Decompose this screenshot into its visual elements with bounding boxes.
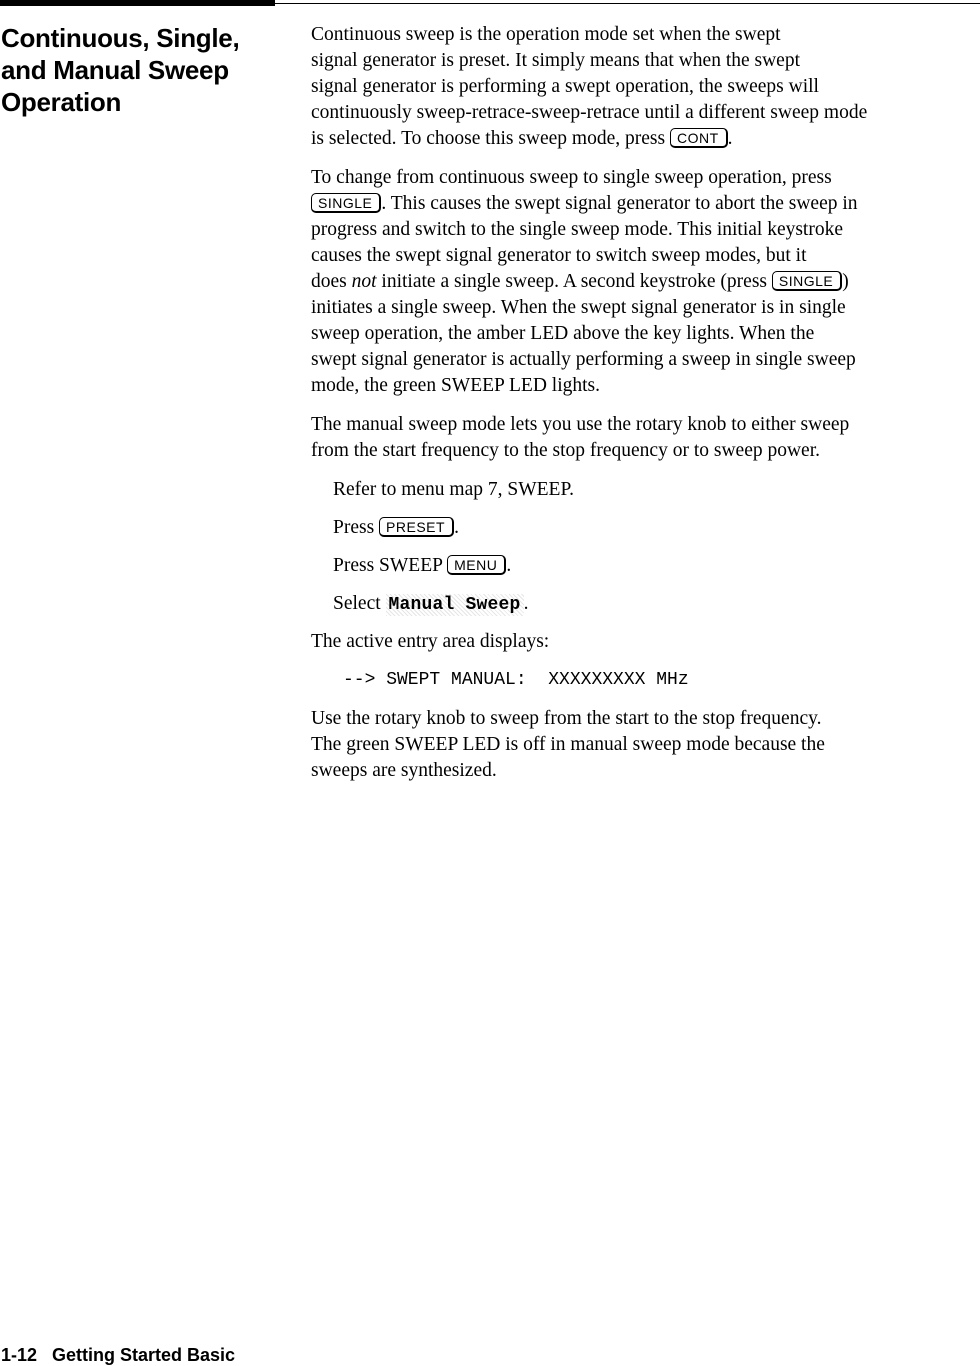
single-key: SINGLE xyxy=(311,193,381,213)
text-line: The active entry area displays: xyxy=(311,631,550,652)
text-line xyxy=(311,126,979,152)
text-line: sweep operation, the amber LED above the key lights. When the xyxy=(311,323,815,344)
text-line: mode, the green SWEEP LED lights. xyxy=(311,375,601,396)
text-fragment: Press SWEEP xyxy=(333,555,448,576)
section-title xyxy=(1,22,271,118)
text-fragment: ) xyxy=(842,271,849,292)
step-press-preset xyxy=(333,515,979,541)
entry-intro xyxy=(311,629,979,655)
step-refer-menu-map: Refer to menu map 7, SWEEP. xyxy=(333,479,574,500)
section-title-line: Operation xyxy=(1,87,122,117)
top-rule-thin xyxy=(275,3,980,4)
paragraph-continuous-sweep xyxy=(311,22,979,152)
text-line: sweeps are synthesized. xyxy=(311,760,497,781)
text-line: swept signal generator is actually performing a sweep in single sweep xyxy=(311,349,856,370)
text-fragment: . xyxy=(727,128,733,149)
single-key: SINGLE xyxy=(772,271,842,291)
text-line xyxy=(311,269,979,295)
body-text xyxy=(311,22,979,797)
manual-sweep-softkey: Manual Sweep xyxy=(386,594,524,616)
text-line: causes the swept signal generator to switch sweep modes, but it xyxy=(311,245,807,266)
preset-key: PRESET xyxy=(379,517,454,537)
text-fragment: . xyxy=(506,555,512,576)
text-line: from the start frequency to the stop frequency or to sweep power. xyxy=(311,440,820,461)
section-title-line: Continuous, Single, xyxy=(1,23,240,53)
text-line: To change from continuous sweep to single sweep operation, press xyxy=(311,167,832,188)
text-fragment: . xyxy=(454,517,459,538)
paragraph-single-sweep xyxy=(311,165,979,399)
text-line: initiates a single sweep. When the swept signal generator is in single xyxy=(311,297,846,318)
text-fragment: . xyxy=(523,593,529,614)
top-rule-thick xyxy=(0,0,275,6)
text-fragment: . This causes the swept signal generator to abort the sweep in xyxy=(381,193,858,214)
text-fragment: is selected. To choose this sweep mode, press xyxy=(311,128,670,149)
text-line: signal generator is performing a swept operation, the sweeps will xyxy=(311,76,819,97)
active-entry-display: --> SWEPT MANUAL: XXXXXXXXX MHz xyxy=(343,670,689,690)
text-fragment: does xyxy=(311,271,352,292)
step-select-manual-sweep xyxy=(333,591,979,617)
text-line xyxy=(311,191,979,217)
paragraph-rotary-knob xyxy=(311,706,979,784)
paragraph-manual-sweep xyxy=(311,412,979,464)
text-line: The manual sweep mode lets you use the rotary knob to either sweep xyxy=(311,414,850,435)
menu-key: MENU xyxy=(447,555,506,575)
emphasis-not: not xyxy=(351,271,377,292)
step-press-sweep-menu xyxy=(333,553,979,579)
text-fragment: initiate a single sweep. A second keystroke (press xyxy=(376,271,772,292)
text-fragment: Press xyxy=(333,517,380,538)
text-line: Use the rotary knob to sweep from the start to the stop frequency. xyxy=(311,708,822,729)
text-line: progress and switch to the single sweep mode. This initial keystroke xyxy=(311,219,844,240)
text-line: signal generator is preset. It simply means that when the swept xyxy=(311,50,801,71)
cont-key: CONT xyxy=(670,128,728,148)
text-fragment: Select xyxy=(333,593,386,614)
page-footer: 1-12 Getting Started Basic xyxy=(1,1345,236,1365)
text-line: continuously sweep-retrace-sweep-retrace until a different sweep mode xyxy=(311,102,868,123)
text-line: The green SWEEP LED is off in manual sweep mode because the xyxy=(311,734,825,755)
section-title-line: and Manual Sweep xyxy=(1,55,229,85)
text-line: Continuous sweep is the operation mode set when the swept xyxy=(311,24,781,45)
